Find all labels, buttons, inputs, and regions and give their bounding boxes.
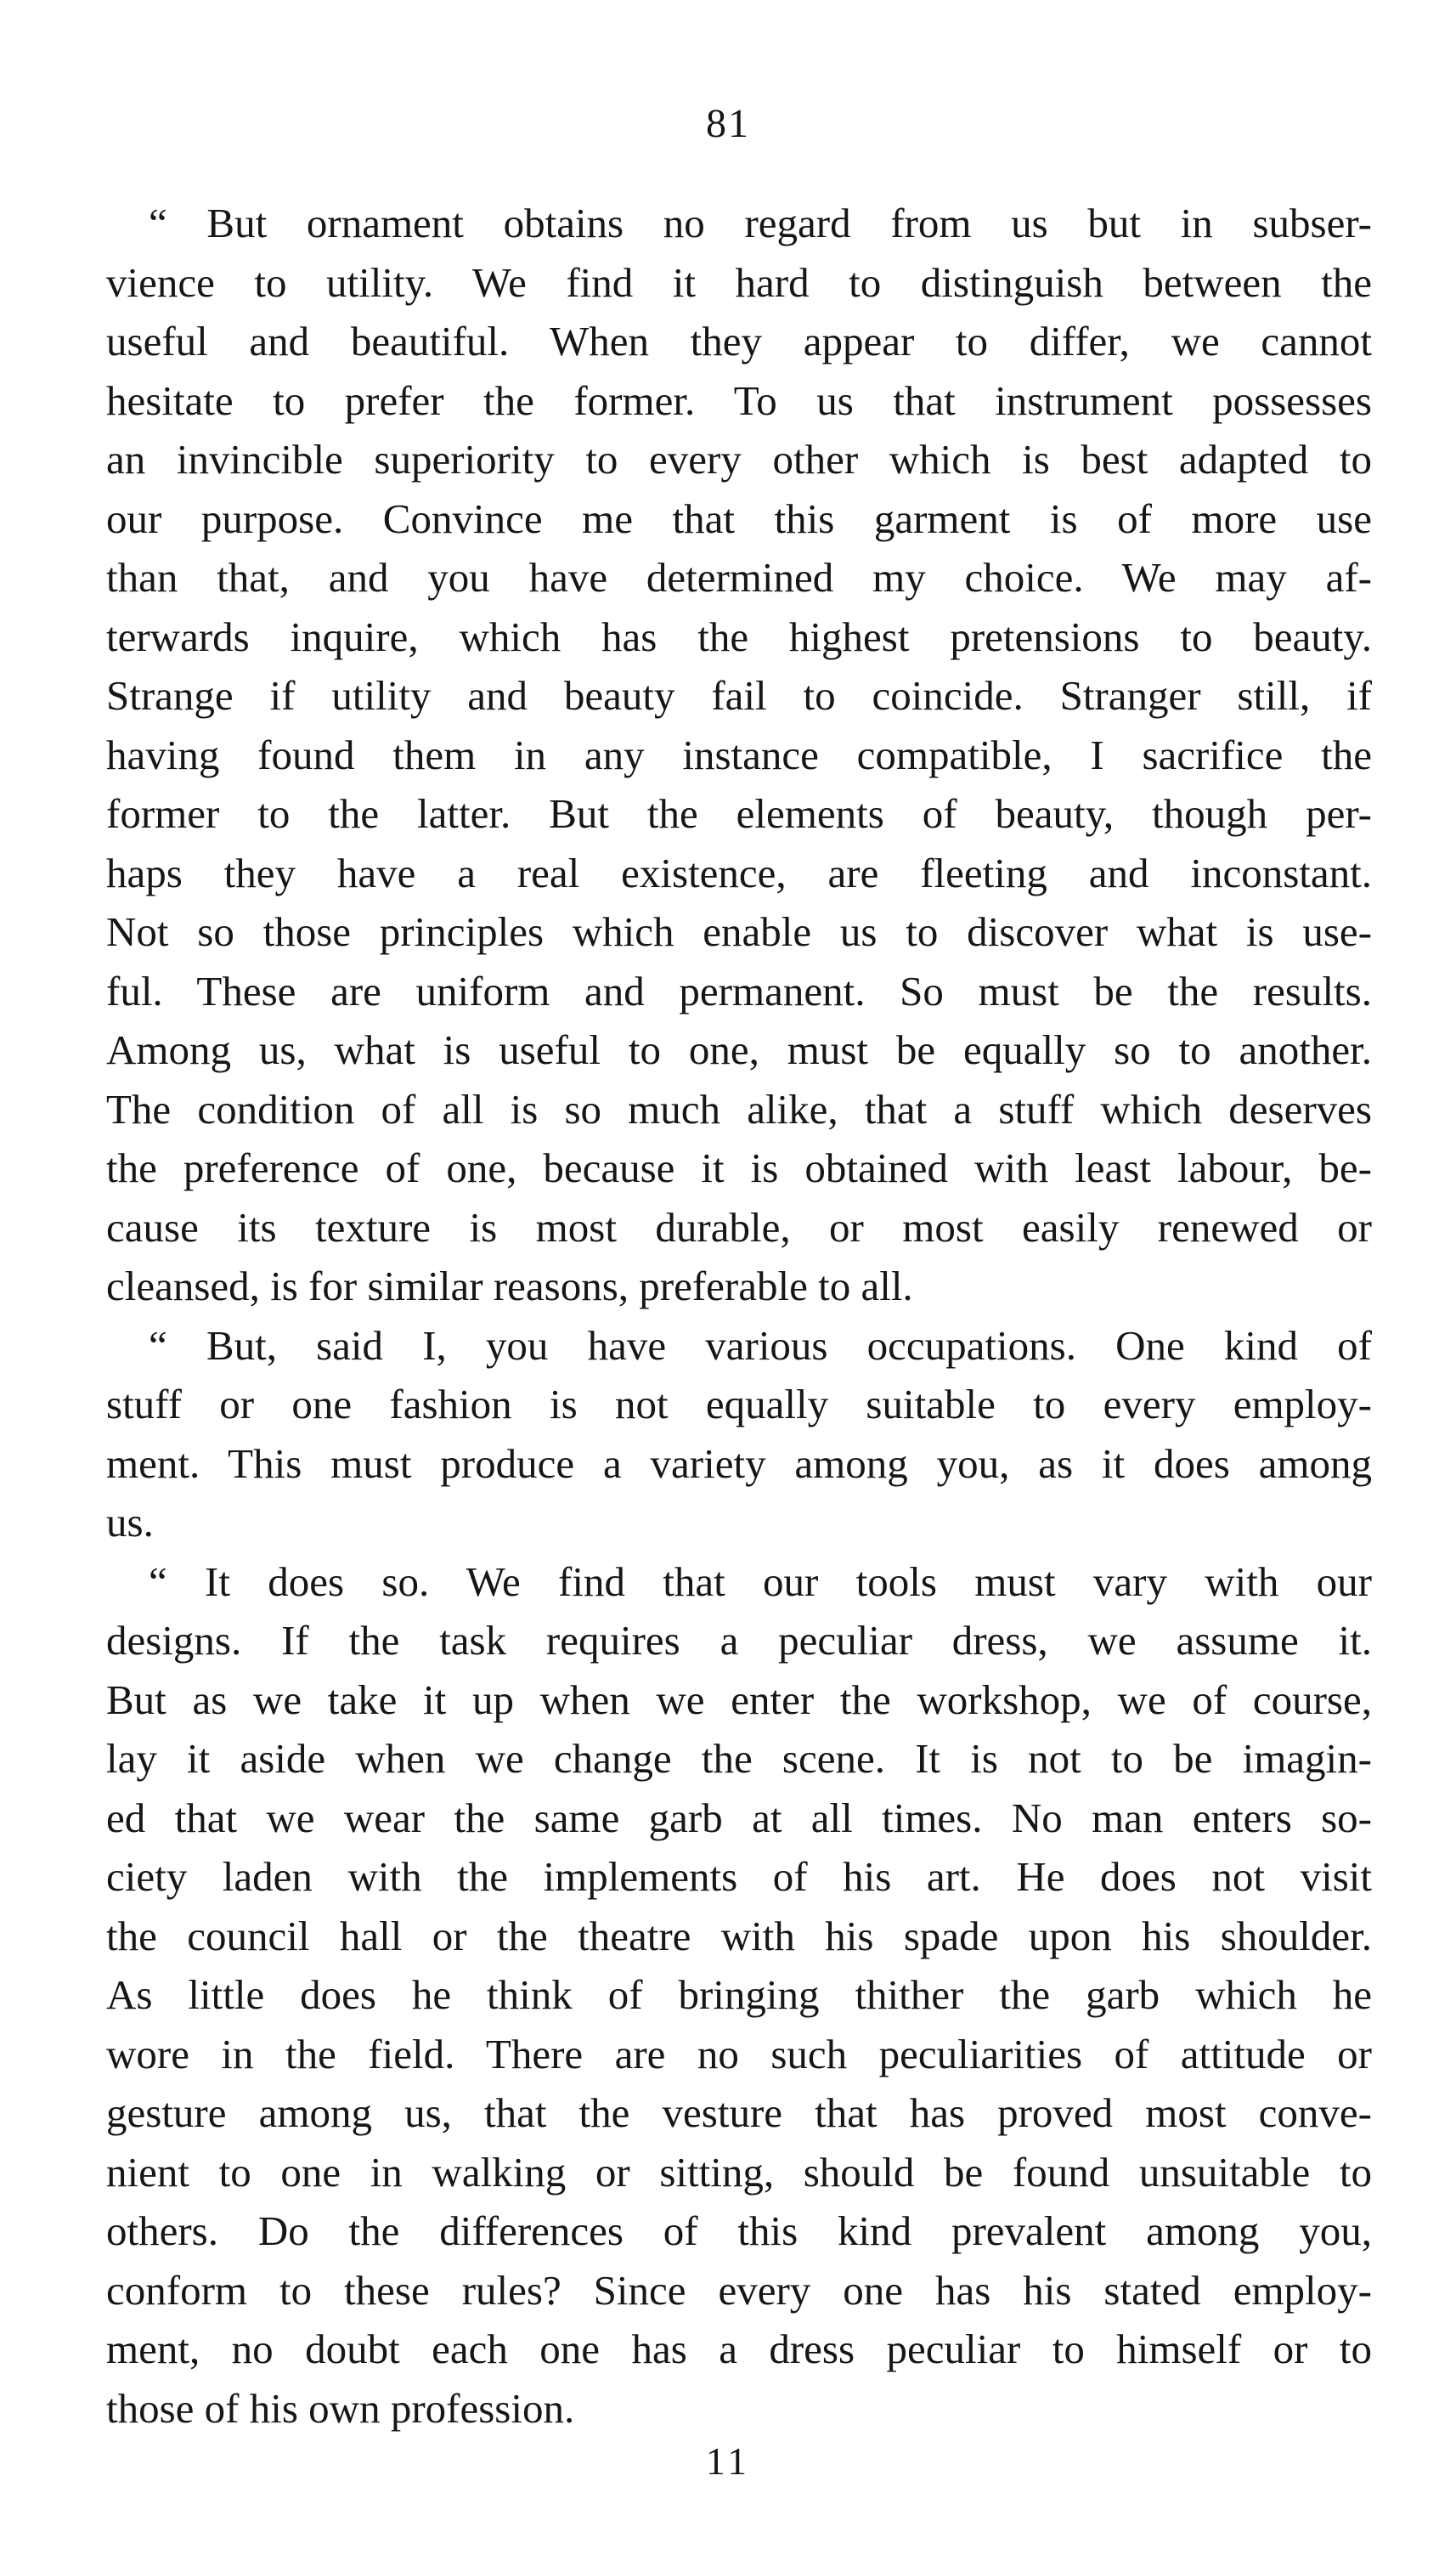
text-line: wore in the field. There are no such peculiarities of attitude or [106, 2030, 1372, 2077]
text-line: cleansed, is for similar reasons, preferable to all. [106, 1263, 913, 1309]
text-line: ment. This must produce a variety among you, as it does among [106, 1439, 1372, 1487]
text-line: lay it aside when we change the scene. It is not to be imagin- [106, 1735, 1372, 1782]
text-line: conform to these rules? Since every one has his stated employ- [106, 2266, 1372, 2314]
text-line: designs. If the task requires a peculiar dress, we assume it. [106, 1617, 1372, 1664]
text-line: cause its texture is most durable, or most easily renewed or [106, 1203, 1372, 1251]
text-line: gesture among us, that the vesture that has proved most conve- [106, 2089, 1372, 2136]
text-line: Not so those principles which enable us to discover what is use- [106, 908, 1372, 955]
text-line: the council hall or the theatre with his spade upon his shoulder. [106, 1912, 1372, 1959]
text-line: ful. These are uniform and permanent. So must be the results. [106, 967, 1372, 1015]
text-line: vience to utility. We find it hard to distinguish between the [106, 258, 1372, 306]
text-line: haps they have a real existence, are fleeting and inconstant. [106, 849, 1372, 896]
text-line: than that, and you have determined my choice. We may af- [106, 554, 1372, 601]
text-line: the preference of one, because it is obtained with least labour, be- [106, 1145, 1372, 1191]
text-line: an invincible superiority to every other which is best adapted to [106, 436, 1372, 483]
signature-mark: 11 [705, 2439, 751, 2483]
text-line: ed that we wear the same garb at all times. No man enters so- [106, 1794, 1372, 1841]
text-line: “ But ornament obtains no regard from us but in subser- [149, 200, 1372, 246]
text-line: former to the latter. But the elements of beauty, though per- [106, 790, 1372, 837]
text-line: others. Do the differences of this kind prevalent among you, [106, 2207, 1372, 2254]
text-line: ment, no doubt each one has a dress peculiar to himself or to [106, 2326, 1372, 2372]
text-line: hesitate to prefer the former. To us that instrument possesses [106, 376, 1372, 424]
text-line: “ But, said I, you have various occupations. One kind of [149, 1321, 1372, 1369]
text-line: those of his own profession. [106, 2384, 575, 2432]
text-line: Strange if utility and beauty fail to coincide. Stranger still, if [106, 672, 1372, 719]
text-line: ciety laden with the implements of his art. He does not visit [106, 1853, 1372, 1900]
text-line: having found them in any instance compatible, I sacrifice the [106, 731, 1372, 778]
text-line: nient to one in walking or sitting, should be found unsuitable to [106, 2148, 1372, 2196]
text-line: us. [106, 1499, 154, 1546]
page-number: 81 [706, 101, 750, 146]
text-line: terwards inquire, which has the highest pretensions to beauty. [106, 613, 1372, 660]
text-line: The condition of all is so much alike, that a stuff which deserves [106, 1085, 1372, 1133]
text-line: our purpose. Convince me that this garment is of more use [106, 495, 1372, 542]
body-text [106, 194, 1372, 2438]
text-line: But as we take it up when we enter the workshop, we of course, [106, 1676, 1372, 1723]
text-line: As little does he think of bringing thither the garb which he [106, 1971, 1372, 2018]
text-line: useful and beautiful. When they appear to differ, we cannot [106, 318, 1372, 365]
text-line: “ It does so. We find that our tools must vary with our [149, 1557, 1372, 1605]
text-line: stuff or one fashion is not equally suitable to every employ- [106, 1381, 1372, 1427]
text-line: Among us, what is useful to one, must be equally so to another. [106, 1026, 1372, 1073]
